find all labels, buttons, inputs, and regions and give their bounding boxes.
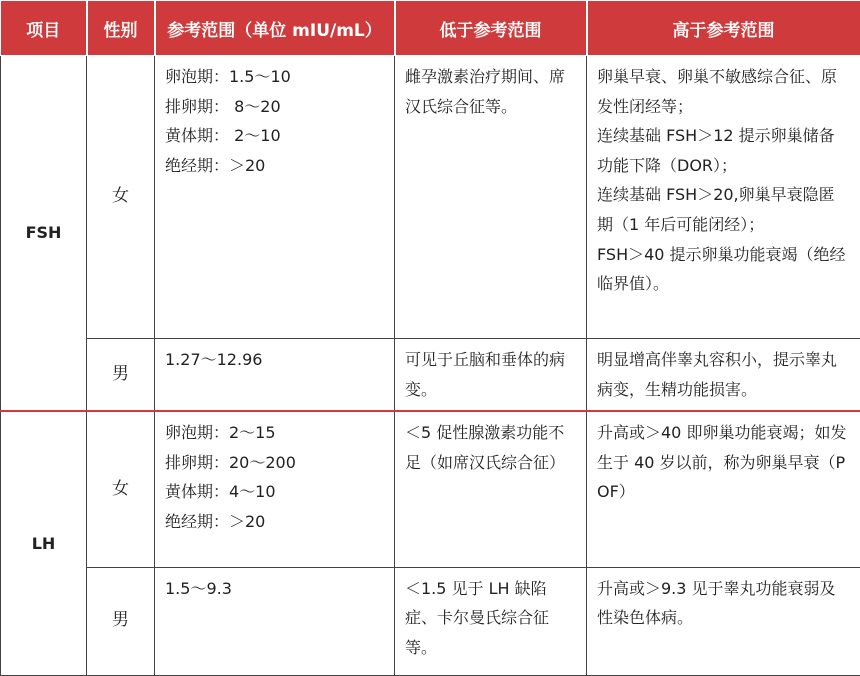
sex-male: 男 bbox=[87, 339, 155, 412]
sex-female: 女 bbox=[87, 411, 155, 567]
fsh-male-range: 1.27～12.96 bbox=[155, 339, 395, 412]
lh-male-low: ＜1.5 见于 LH 缺陷症、卡尔曼氏综合征等。 bbox=[395, 567, 587, 675]
fsh-male-high: 明显增高伴睾丸容积小，提示睾丸病变，生精功能损害。 bbox=[587, 339, 860, 412]
header-low: 低于参考范围 bbox=[395, 1, 587, 56]
high-line: 连续基础 FSH＞20,卵巢早衰隐匿期（1 年后可能闭经）； bbox=[597, 180, 850, 239]
fsh-female-high bbox=[587, 56, 860, 339]
table-row bbox=[1, 567, 860, 675]
table-row bbox=[1, 411, 860, 567]
table-row bbox=[1, 339, 860, 412]
lh-female-high: 升高或＞40 即卵巢功能衰竭；如发生于 40 岁以前，称为卵巢早衰（POF） bbox=[587, 411, 860, 567]
high-line: 卵巢早衰、卵巢不敏感综合征、原发性闭经等； bbox=[597, 62, 850, 121]
range-line: 黄体期：4～10 bbox=[165, 477, 384, 507]
fsh-female-range bbox=[155, 56, 395, 339]
lh-male-range: 1.5～9.3 bbox=[155, 567, 395, 675]
range-line: 排卵期： 8～20 bbox=[165, 92, 384, 122]
range-line: 排卵期：20～200 bbox=[165, 448, 384, 478]
high-line: FSH＞40 提示卵巢功能衰竭（绝经临界值）。 bbox=[597, 240, 850, 299]
lh-male-high: 升高或＞9.3 见于睾丸功能衰弱及性染色体病。 bbox=[587, 567, 860, 675]
sex-male: 男 bbox=[87, 567, 155, 675]
high-line: 连续基础 FSH＞12 提示卵巢储备功能下降（DOR）； bbox=[597, 121, 850, 180]
header-high: 高于参考范围 bbox=[587, 1, 860, 56]
fsh-male-low: 可见于丘脑和垂体的病变。 bbox=[395, 339, 587, 412]
header-range: 参考范围（单位 mIU/mL） bbox=[155, 1, 395, 56]
lh-female-range bbox=[155, 411, 395, 567]
table-row bbox=[1, 56, 860, 339]
range-line: 绝经期：＞20 bbox=[165, 507, 384, 537]
header-item: 项目 bbox=[1, 1, 87, 56]
range-line: 黄体期： 2～10 bbox=[165, 121, 384, 151]
sex-female: 女 bbox=[87, 56, 155, 339]
range-line: 卵泡期：2～15 bbox=[165, 418, 384, 448]
item-lh: LH bbox=[1, 411, 87, 675]
lh-female-low: ＜5 促性腺激素功能不足（如席汉氏综合征） bbox=[395, 411, 587, 567]
header-sex: 性别 bbox=[87, 1, 155, 56]
table-header-row bbox=[1, 1, 860, 56]
fsh-female-low: 雌孕激素治疗期间、席汉氏综合征等。 bbox=[395, 56, 587, 339]
range-line: 卵泡期：1.5～10 bbox=[165, 62, 384, 92]
range-line: 绝经期：＞20 bbox=[165, 151, 384, 181]
item-fsh: FSH bbox=[1, 56, 87, 412]
